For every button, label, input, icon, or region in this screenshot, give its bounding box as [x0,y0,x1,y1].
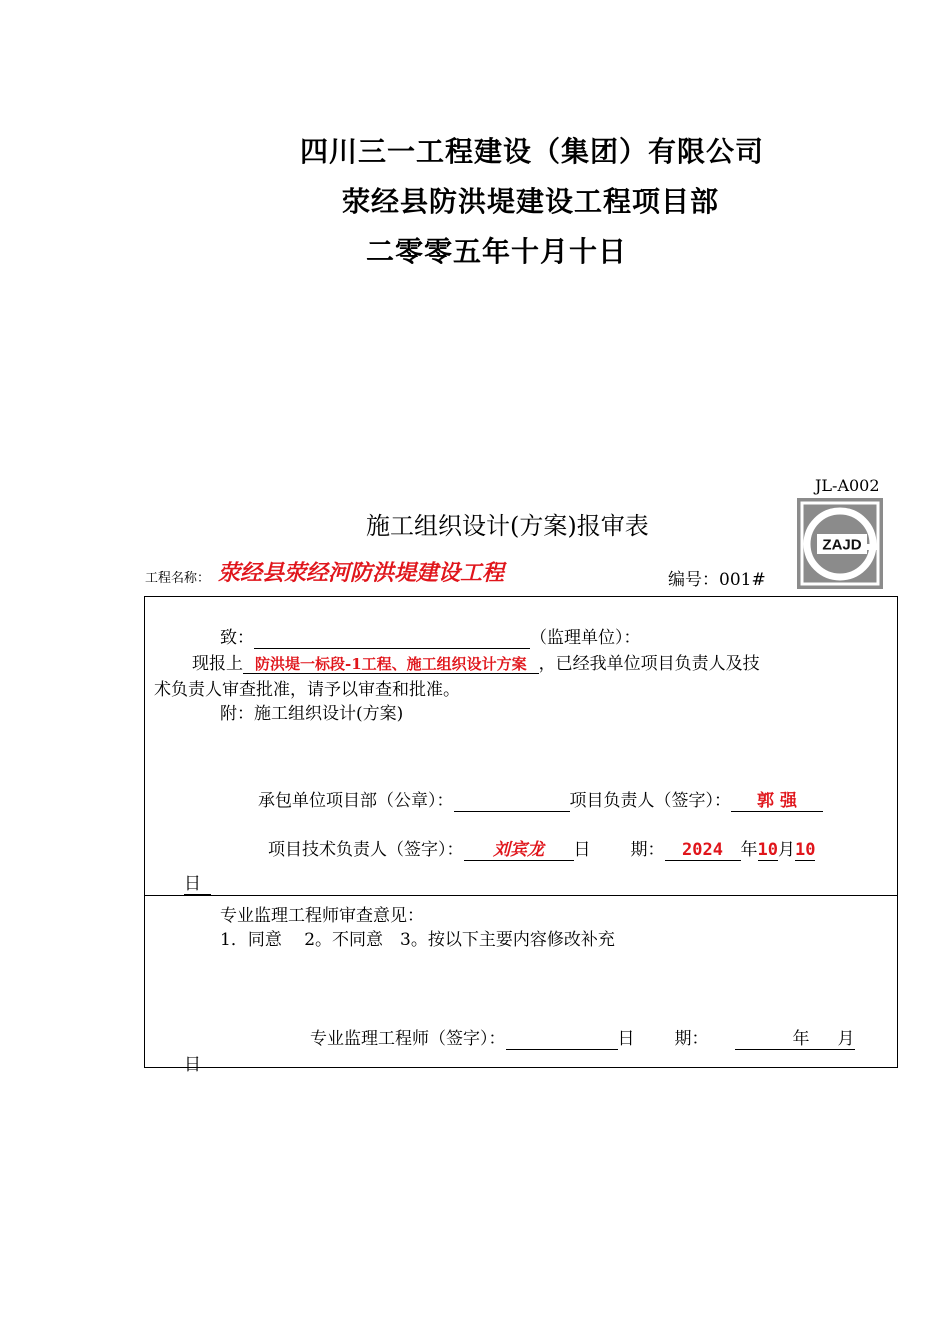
project-name: 荥经县荥经河防洪堤建设工程 [218,560,505,586]
company-name: 四川三一工程建设（集团）有限公司 [300,135,765,168]
opinion-title: 专业监理工程师审查意见： [220,906,424,926]
report-line [192,649,760,674]
year-blank-2 [735,1030,793,1050]
day-value: 10 [794,840,816,860]
supervisor-unit-label: （监理单位）： [530,628,641,648]
report-suffix-1: ，已经我单位项目负责人及技 [538,654,760,674]
supervisor-unit-blank [254,629,530,649]
form-title: 施工组织设计(方案)报审表 [366,512,649,540]
year-unit: 年 [740,840,758,860]
contractor-seal-blank [454,792,570,812]
month-value: 10 [757,840,778,860]
year-value: 2024 [665,841,741,861]
engineer-line [310,1024,855,1050]
form-code: JL-A002 [815,476,880,495]
day-unit-line-2 [184,1050,201,1075]
day-unit: 日 [184,875,211,895]
report-item: 防洪堤一标段-1工程、施工组织设计方案 [243,656,539,674]
pm-label: 项目负责人（签字）： [569,791,731,811]
contractor-label: 承包单位项目部（公章）： [258,791,454,811]
project-department: 荥经县防洪堤建设工程项目部 [342,185,720,218]
project-name-label: 工程名称： [145,571,211,586]
month-unit: 月 [777,840,795,860]
section-divider [144,895,898,896]
engineer-signature-blank [506,1030,618,1050]
to-label: 致： [220,628,254,648]
month-unit-2: 月 [837,1029,855,1049]
day-unit-2: 日 [184,1055,201,1075]
company-logo [797,498,883,589]
date-label: 期： [630,840,665,860]
date-label-2: 期： [674,1029,709,1049]
logo-text: ZAJD [822,536,862,554]
report-suffix-2: 术负责人审查批准，请予以审查和批准。 [154,680,460,700]
pm-signature: 郭 强 [731,792,823,812]
year-unit-2: 年 [793,1030,818,1050]
contractor-line [258,786,823,812]
tech-lead-label: 项目技术负责人（签字）： [268,840,464,860]
engineer-label: 专业监理工程师（签字）： [310,1029,506,1049]
opinion-options: 1．同意 2。不同意 3。按以下主要内容修改补充 [220,930,615,950]
to-line [220,623,641,649]
tech-lead-line [268,835,815,861]
zajd-logo-icon [797,498,883,589]
tech-lead-signature: 刘宾龙 [464,841,574,861]
month-blank-2 [818,1030,838,1050]
report-prefix: 现报上 [192,654,243,674]
day-label-a-2: 日 [617,1029,635,1049]
attachment: 附：施工组织设计(方案) [220,704,404,724]
day-label-a: 日 [573,840,591,860]
cover-date: 二零零五年十月十日 [366,235,628,268]
day-unit-line [184,874,211,895]
form-number: 编号：001# [668,570,766,590]
